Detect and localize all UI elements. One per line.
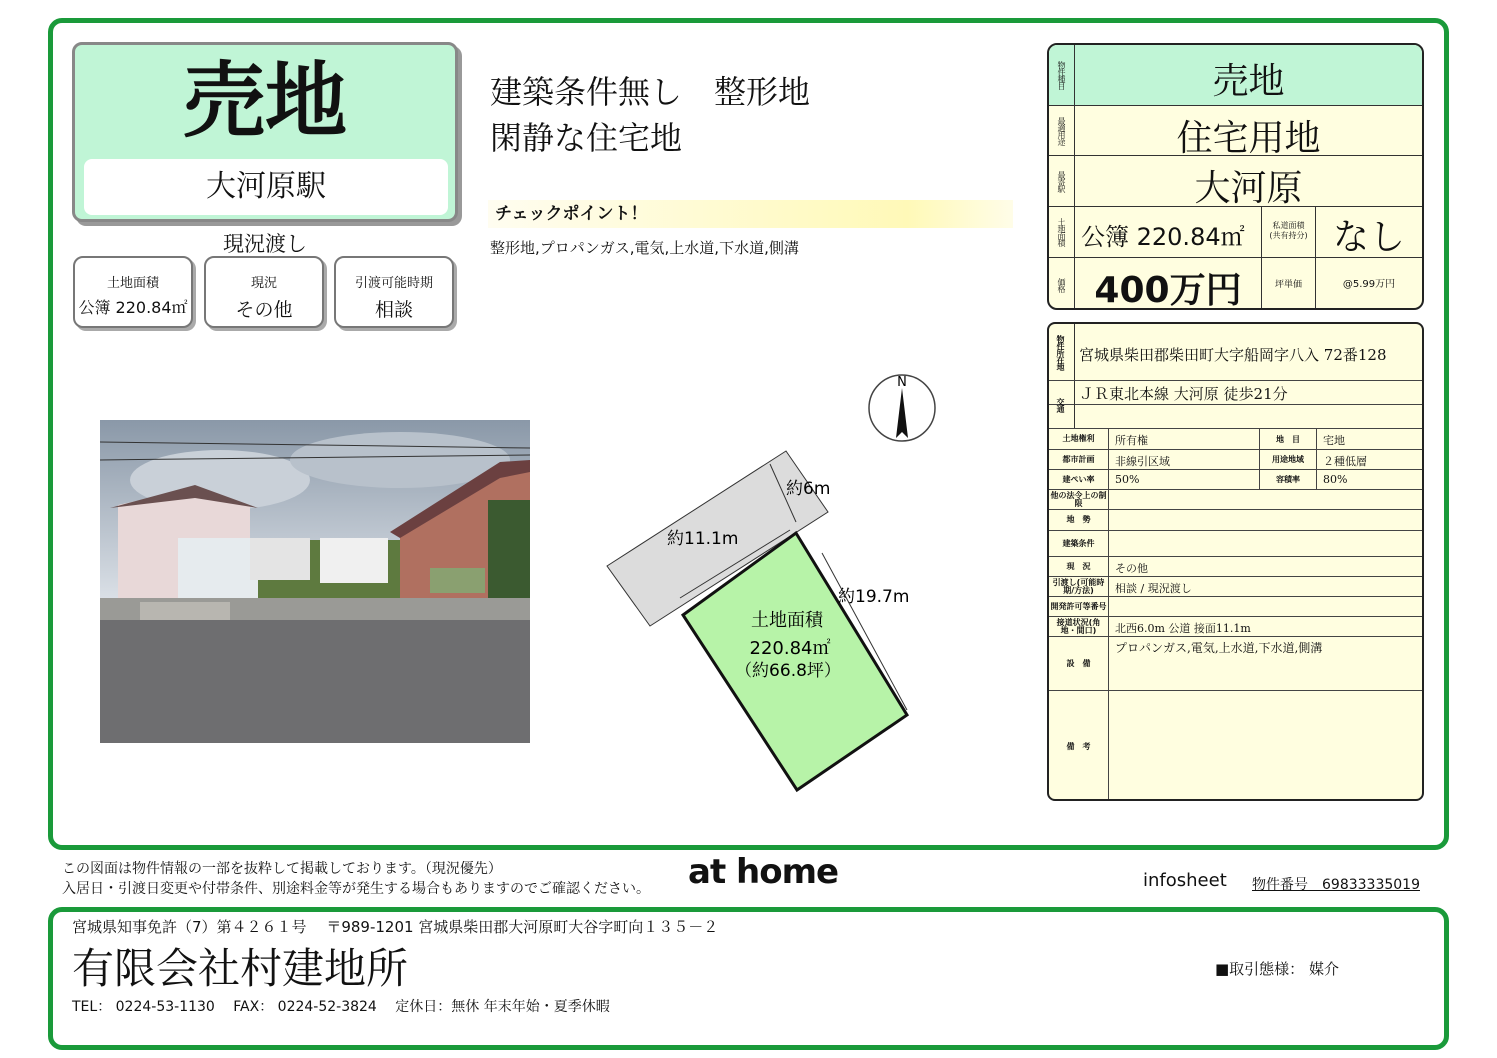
info-value: ２種低層 (1323, 455, 1367, 468)
road-width-label: 約6m (786, 479, 831, 499)
info-label: 交通 (1049, 381, 1075, 429)
row-coverage (1049, 470, 1422, 490)
area-value: 220.84㎡ (749, 638, 831, 659)
contact-info: TEL： 0224-53-1130 FAX： 0224-52-3824 定休日：無休 年末年始・夏季休暇 (72, 999, 610, 1015)
spec-label: 価格 (1049, 258, 1075, 310)
row-city-plan (1049, 450, 1422, 470)
info-table (1047, 322, 1424, 801)
license-address: 宮城県知事免許（7）第４２６１号 〒989-1201 宮城県柴田郡大河原町大谷字町向１３５－２ (72, 918, 719, 936)
spec-table (1047, 43, 1424, 310)
checkpoint-items: 整形地,プロパンガス,電気,上水道,下水道,側溝 (490, 239, 799, 257)
info-value: 宅地 (1323, 434, 1345, 447)
info-label: 用途地域 (1259, 450, 1317, 469)
area-tsubo: （約66.8坪） (735, 661, 841, 681)
info-label: 土地権利 (1049, 429, 1109, 449)
spec-label: 物件種目 (1049, 45, 1075, 105)
company-name: 有限会社村建地所 (72, 944, 409, 993)
pill-handover (334, 256, 454, 328)
checkpoint-title: チェックポイント！ (488, 200, 1013, 228)
athome-logo: at home (688, 852, 839, 892)
spec-row-area (1049, 207, 1422, 258)
info-label: 開発許可等番号 (1049, 597, 1109, 616)
spec-area-value: 公簿 220.84㎡ (1081, 223, 1245, 251)
info-label: 現 況 (1049, 557, 1109, 576)
infosheet-label: infosheet (1143, 870, 1227, 891)
pill-current (204, 256, 324, 328)
row-address (1049, 324, 1422, 381)
info-label: 建築条件 (1049, 531, 1109, 556)
pill-label: 土地面積 (106, 276, 159, 291)
status-title: 現況渡し (223, 232, 307, 256)
spec-use-value: 住宅用地 (1176, 118, 1321, 159)
info-value: 80% (1323, 473, 1348, 486)
info-value: 所有権 (1115, 434, 1148, 447)
spec-station-value: 大河原 (1194, 168, 1303, 209)
info-label: 接道状況(角地・間口) (1049, 617, 1109, 636)
pill-value: 相談 (374, 299, 413, 321)
info-value: プロパンガス,電気,上水道,下水道,側溝 (1115, 641, 1323, 655)
info-label: 備 考 (1049, 691, 1109, 801)
info-value: 50% (1115, 473, 1140, 486)
private-road-label: 私道面積 (共有持分) (1261, 207, 1316, 257)
unit-price-label: 坪単価 (1261, 258, 1316, 310)
row-road (1049, 617, 1422, 637)
row-build-cond (1049, 531, 1422, 557)
unit-price-value: @5.99万円 (1342, 279, 1396, 290)
row-handover (1049, 577, 1422, 597)
spec-label: 最寄駅 (1049, 156, 1075, 206)
property-photo (100, 420, 530, 743)
info-label: 引渡し(可能時期/方法) (1049, 577, 1109, 596)
north-label: N (897, 375, 907, 390)
pill-value: 公簿 220.84㎡ (78, 298, 188, 317)
depth-label: 約19.7m (838, 587, 910, 607)
info-label: 他の法令上の制限 (1049, 490, 1109, 509)
info-value: 相談 / 現況渡し (1115, 582, 1192, 595)
info-label: 地 勢 (1049, 510, 1109, 530)
transit-value: ＪＲ東北本線 大河原 徒歩21分 (1079, 385, 1288, 403)
spec-row-station (1049, 156, 1422, 207)
disclaimer-1: この図面は物件情報の一部を抜粋して掲載しております。（現況優先） (62, 861, 502, 877)
pill-label: 現況 (250, 276, 277, 291)
row-remarks (1049, 691, 1422, 801)
property-type-title: 売地 (182, 54, 347, 149)
row-law (1049, 490, 1422, 510)
info-value: 北西6.0m 公道 接面11.1m (1115, 622, 1251, 635)
transaction-type: ■取引態様： 媒介 (1215, 960, 1339, 978)
info-label: 建ぺい率 (1049, 470, 1109, 489)
address-value: 宮城県柴田郡柴田町大字船岡字八入 72番128 (1079, 346, 1387, 364)
row-dev-permit (1049, 597, 1422, 617)
disclaimer-2: 入居日・引渡日変更や付帯条件、別途料金等が発生する場合もありますのでご確認ください。 (62, 881, 650, 897)
row-land-right (1049, 429, 1422, 450)
spec-type-value: 売地 (1212, 61, 1285, 102)
spec-label: 最適用途 (1049, 106, 1075, 155)
row-terrain (1049, 510, 1422, 531)
info-value: 非線引区域 (1115, 455, 1170, 468)
site-plan (600, 370, 1020, 800)
price-value: 400万円 (1094, 270, 1242, 310)
spec-row-use (1049, 106, 1422, 159)
headline-2: 閑静な住宅地 (490, 119, 683, 157)
area-label: 土地面積 (751, 610, 823, 631)
spec-row-type (1049, 45, 1422, 106)
info-label: 物件所在地 (1049, 324, 1075, 380)
info-label: 都市計画 (1049, 450, 1109, 469)
pill-value: その他 (235, 299, 293, 321)
pill-label: 引渡可能時期 (354, 276, 433, 291)
pill-land-area (73, 256, 193, 328)
row-transit-blank (1049, 405, 1422, 429)
spec-label: 土地面積 (1049, 207, 1075, 257)
info-label: 設 備 (1049, 637, 1109, 690)
title-card (72, 42, 458, 222)
row-current (1049, 557, 1422, 577)
info-label: 地 目 (1259, 429, 1317, 449)
private-road-value: なし (1332, 217, 1405, 258)
station-name: 大河原駅 (84, 159, 448, 215)
headline-1: 建築条件無し 整形地 (490, 73, 811, 111)
row-transit (1049, 381, 1422, 412)
frontage-label: 約11.1m (667, 529, 739, 549)
property-number: 物件番号 69833335019 (1252, 877, 1420, 893)
spec-row-price (1049, 258, 1422, 310)
row-equipment (1049, 637, 1422, 691)
info-value: その他 (1115, 562, 1148, 575)
info-label: 容積率 (1259, 470, 1317, 489)
